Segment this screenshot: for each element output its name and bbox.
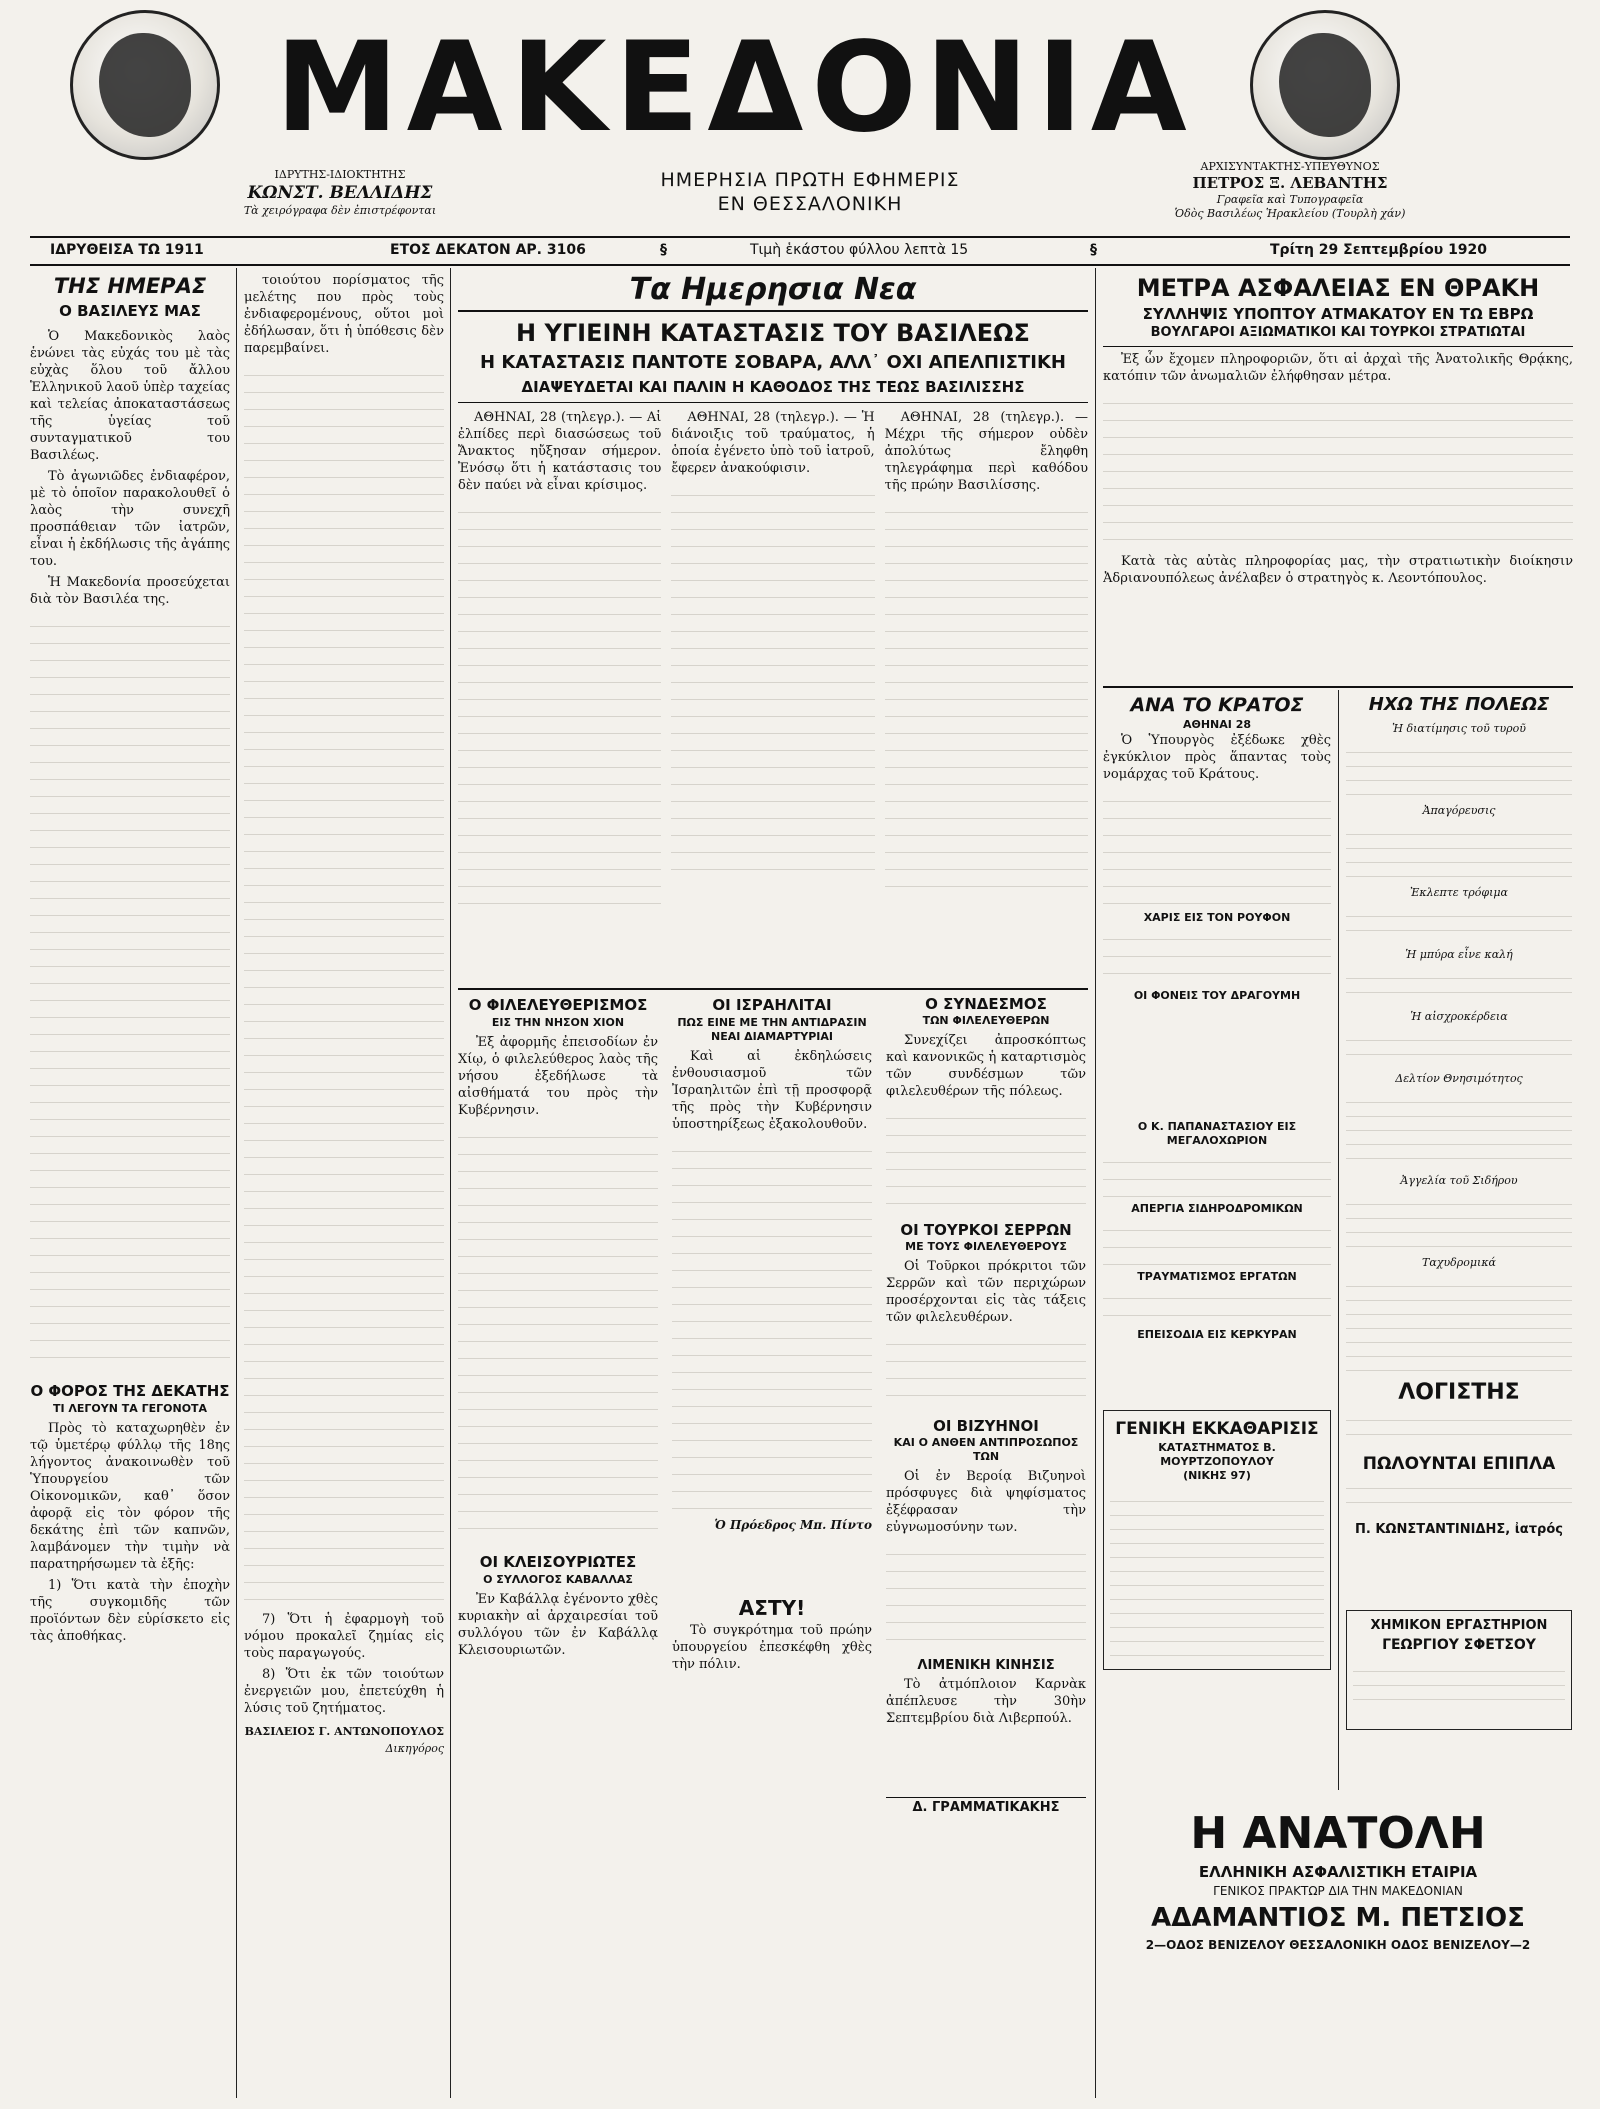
- echo-text-block: [1346, 1408, 1572, 1448]
- subhead-syllipsis: ΣΥΛΛΗΨΙΣ ΥΠΟΠΤΟΥ ΑΤΜΑΚΑΤΟΥ ΕΝ ΤΩ ΕΒΡΩ: [1142, 305, 1534, 323]
- echo-text-block: [1346, 1192, 1572, 1252]
- editor-name: ΠΕΤΡΟΣ Ξ. ΛΕΒΑΝΤΗΣ: [1192, 174, 1388, 192]
- echo-text-block: [1346, 1028, 1572, 1068]
- subhead-fileleftheron: ΤΩΝ ΦΙΛΕΛΕΥΘΕΡΩΝ: [922, 1014, 1050, 1027]
- ad-anatoli-insurance: [1103, 1800, 1573, 1980]
- echo-text-block: [1346, 740, 1572, 800]
- editor-note-2: Ὁδὸς Βασιλέως Ἡρακλείου (Τουρλὴ χάν): [1174, 207, 1406, 220]
- ana-to-kratos-column: [1103, 692, 1331, 1112]
- mid-center-paragraph: Καὶ αἱ ἐκδηλώσεις ἐνθουσιασμοῦ τῶν Ἰσραηλιτῶν ἐπὶ τῇ προσφορᾷ τῆς πρὸς τὴν Κυβέρνησιν ὑποστηρίξεως ἐξακολουθοῦν.: [672, 1049, 872, 1132]
- subhead-antidrasis: ΠΩΣ ΕΙΝΕ ΜΕ ΤΗΝ ΑΝΤΙΔΡΑΣΙΝ: [677, 1016, 867, 1029]
- mid-right-column: [886, 994, 1086, 2094]
- echo-item: Ἐκλεπτε τρόφιμα: [1410, 886, 1508, 899]
- mid-center-signature: Ὁ Πρόεδρος Μπ. Πίντο: [714, 1518, 872, 1532]
- mid-left-column: [458, 994, 658, 2094]
- headline-kerkyra: ΕΠΕΙΣΟΔΙΑ ΕΙΣ ΚΕΡΚΥΡΑΝ: [1137, 1328, 1297, 1341]
- founder-note: Τὰ χειρόγραφα δὲν ἐπιστρέφονται: [243, 204, 437, 217]
- echo-item: Δελτίον Θνησιμότητος: [1395, 1072, 1523, 1085]
- subhead-voulgaroi: ΒΟΥΛΓΑΡΟΙ ΑΞΙΩΜΑΤΙΚΟΙ ΚΑΙ ΤΟΥΡΚΟΙ ΣΤΡΑΤΙΩΤΑΙ: [1103, 324, 1573, 347]
- subhead-syllogos-kavallas: Ο ΣΥΛΛΟΓΟΣ ΚΑΒΑΛΛΑΣ: [483, 1573, 633, 1586]
- headline-israilitai: ΟΙ ΙΣΡΑΗΛΙΤΑΙ: [712, 996, 832, 1014]
- kratos-text-block: [1103, 1148, 1331, 1198]
- headline-vizyinoi: ΟΙ ΒΙΖΥΗΝΟΙ: [933, 1417, 1039, 1435]
- daily-news-block: [458, 270, 1088, 982]
- mid-left-paragraph: Ἐν Καβάλλᾳ ἐγένοντο χθὲς κυριακὴν αἱ ἀρχαιρεσίαι τοῦ συλλόγου τῶν ἐν Καβάλλᾳ Κλεισουριωτῶν.: [458, 1592, 658, 1658]
- thrace-news-block: [1103, 272, 1573, 682]
- mid-right-paragraph: Οἱ Τοῦρκοι πρόκριτοι τῶν Σερρῶν καὶ τῶν περιχώρων προσέρχονται εἰς τὰς τάξεις τῶν φιλελευθέρων.: [886, 1259, 1086, 1325]
- subhead-antiprosopos: ΚΑΙ Ο ΑΝΘΕΝ ΑΝΤΙΠΡΟΣΩΠΟΣ ΤΩΝ: [893, 1436, 1079, 1463]
- rubric-echo-poleos: ΗΧΩ ΤΗΣ ΠΟΛΕΩΣ: [1368, 694, 1550, 715]
- ad-chimikon-ergastirion: [1346, 1610, 1572, 1730]
- column-2: [244, 272, 444, 2092]
- ad-geniki-ekkatharisis: [1103, 1410, 1331, 1670]
- tagline-1: ΗΜΕΡΗΣΙΑ ΠΡΩΤΗ ΕΦΗΜΕΡΙΣ: [660, 169, 960, 191]
- headline-ygieini-katastasis: Η ΥΓΙΕΙΝΗ ΚΑΤΑΣΤΑΣΙΣ ΤΟΥ ΒΑΣΙΛΕΩΣ: [516, 319, 1030, 347]
- founder-label: ΙΔΡΥΤΗΣ-ΙΔΙΟΚΤΗΤΗΣ: [274, 168, 406, 181]
- left-coin-emblem: [70, 10, 220, 160]
- headline-papanastasiou: Ο Κ. ΠΑΠΑΝΑΣΤΑΣΙΟΥ ΕΙΣ ΜΕΓΑΛΟΧΩΡΙΟΝ: [1137, 1120, 1297, 1147]
- col1-paragraph: 1) Ὅτι κατὰ τὴν ἐποχὴν τῆς συγκομιδῆς τῶν προϊόντων δὲν εὑρίσκετο εἰς τὰς ἀποθήκας.: [30, 1578, 230, 1644]
- kratos-text-block: [1103, 1216, 1331, 1266]
- echo-text-block: [1346, 822, 1572, 882]
- dateline-athens: ΑΘΗΝΑΙ 28: [1182, 718, 1252, 731]
- ad-konstantinidis: Π. ΚΩΝΣΤΑΝΤΙΝΙΔΗΣ, ἰατρός: [1355, 1522, 1563, 1537]
- col2-text-block: [244, 361, 444, 1611]
- mid-right-paragraph: Συνεχίζει ἀπροσκόπτως καὶ κανονικῶς ἡ καταρτισμὸς τῶν συνδέσμων τῶν φιλελευθέρων τῆς πόλεως.: [886, 1033, 1086, 1099]
- founder-name: ΚΩΝΣΤ. ΒΕΛΛΙΔΗΣ: [247, 183, 433, 203]
- rubric-imerisia-nea: Τα Ημερησια Νεα: [458, 270, 1088, 312]
- subhead-nisos-chios: ΕΙΣ ΤΗΝ ΝΗΣΟΝ ΧΙΟΝ: [491, 1016, 625, 1029]
- ad-b-title: ΧΗΜΙΚΟΝ ΕΡΓΑΣΤΗΡΙΟΝ: [1370, 1618, 1548, 1633]
- col1-paragraph: Ἡ Μακεδονία προσεύχεται διὰ τὸν Βασιλέα της.: [30, 575, 230, 607]
- rubric-ana-to-kratos: ΑΝΑ ΤΟ ΚΡΑΤΟΣ: [1130, 694, 1304, 716]
- editor-note-1: Γραφεῖα καὶ Τυπογραφεῖα: [1216, 193, 1364, 206]
- headline-kleisouriotes: ΟΙ ΚΛΕΙΣΟΥΡΙΩΤΕΣ: [479, 1553, 637, 1571]
- echo-item: Ἡ μπύρα εἶνε καλή: [1405, 948, 1513, 961]
- ad-polountai-epipla: ΠΩΛΟΥΝΤΑΙ ΕΠΙΠΛΑ: [1362, 1454, 1556, 1474]
- newspaper-title: ΜΑΚΕΔΟΝΙΑ: [275, 16, 1195, 160]
- col2-signoff: ΒΑΣΙΛΕΙΟΣ Γ. ΑΝΤΩΝΟΠΟΥΛΟΣ: [244, 1725, 444, 1738]
- headline-vasilefs: Ο ΒΑΣΙΛΕΥΣ ΜΑΣ: [59, 302, 201, 320]
- founded-line: ΙΔΡΥΘΕΙΣΑ ΤΩ 1911: [50, 242, 204, 258]
- ad-b-sub: ΓΕΩΡΓΙΟΥ ΣΦΕΤΣΟΥ: [1382, 1637, 1536, 1653]
- echo-item: Ταχυδρομικά: [1422, 1256, 1496, 1269]
- ad-c-title: Η ΑΝΑΤΟΛΗ: [1190, 1808, 1486, 1859]
- ad-a-sub2: (ΝΙΚΗΣ 97): [1183, 1469, 1251, 1482]
- echo-text-block: [1346, 904, 1572, 944]
- headline-syndesmos: Ο ΣΥΝΔΕΣΜΟΣ: [925, 995, 1047, 1013]
- subhead-me-fileleftherous: ΜΕ ΤΟΥΣ ΦΙΛΕΛΕΥΘΕΡΟΥΣ: [905, 1240, 1067, 1253]
- mid-center-column: [672, 994, 872, 2094]
- ad-a-text-block: [1110, 1489, 1324, 1659]
- section-mark-1: §: [660, 242, 667, 258]
- ad-logistis: ΛΟΓΙΣΤΗΣ: [1398, 1380, 1520, 1405]
- echo-item: Ἡ αἰσχροκέρδεια: [1410, 1010, 1508, 1023]
- echo-text-block: [1346, 1476, 1572, 1516]
- year-issue: ΕΤΟΣ ΔΕΚΑΤΟΝ ΑΡ. 3106: [390, 242, 586, 258]
- mid-center-paragraph: Τὸ συγκρότημα τοῦ πρώην ὑπουργείου ἐπεσκέφθη χθὲς τὴν πόλιν.: [672, 1623, 872, 1672]
- headline-apergia: ΑΠΕΡΓΙΑ ΣΙΔΗΡΟΔΡΟΜΙΚΩΝ: [1131, 1202, 1303, 1215]
- headline-fileleftherismos: Ο ΦΙΛΕΛΕΥΘΕΡΙΣΜΟΣ: [468, 996, 648, 1014]
- thrace-text-block: [1103, 389, 1573, 549]
- col2-signoff-role: Δικηγόρος: [385, 1742, 444, 1755]
- ad-a-sub: ΚΑΤΑΣΤΗΜΑΤΟΣ Β. ΜΟΥΡΤΖΟΠΟΥΛΟΥ: [1158, 1441, 1276, 1468]
- center-text-block: [671, 481, 874, 881]
- echo-item: Ἀπαγόρευσις: [1422, 804, 1496, 817]
- col1-paragraph: Πρὸς τὸ καταχωρηθὲν ἐν τῷ ὑμετέρῳ φύλλῳ τῆς 18ης λήγοντος ἀνακοινωθὲν τοῦ Ὑπουργείου τῶν Οἰκονομικῶν, καθ᾽ ὅσον ἀφορᾷ εἰς τὸν φόρον τῆς δεκάτης ἐπὶ τῶν καπνῶν, λαμβάνομεν τὴν τιμὴν νὰ παρατηρήσωμεν τὰ ἑξῆς:: [30, 1421, 230, 1572]
- col2-paragraph: 8) Ὅτι ἐκ τῶν τοιούτων ἐνεργειῶν μου, ἐπετεύχθη ἡ λύσις τοῦ ζητήματος.: [244, 1667, 444, 1716]
- dispatch-athens-2: ΑΘΗΝΑΙ, 28 (τηλεγρ.). — Ἡ διάνοιξις τοῦ τραύματος, ἡ ὁποία ἐγένετο ὑπὸ τοῦ ἰατροῦ, ἔφερεν ἀνακούφισιν.: [671, 410, 875, 476]
- kratos-text-block: [1103, 925, 1331, 985]
- headline-travmatismos: ΤΡΑΥΜΑΤΙΣΜΟΣ ΕΡΓΑΤΩΝ: [1137, 1270, 1297, 1283]
- ad-grammatikakis: Δ. ΓΡΑΜΜΑΤΙΚΑΚΗΣ: [886, 1797, 1086, 1818]
- headline-charis-roufon: ΧΑΡΙΣ ΕΙΣ ΤΟΝ ΡΟΥΦΟΝ: [1143, 911, 1291, 924]
- issue-date: Τρίτη 29 Σεπτεμβρίου 1920: [1270, 242, 1488, 258]
- subhead-diapsevdetai: ΔΙΑΨΕΥΔΕΤΑΙ ΚΑΙ ΠΑΛΙΝ Η ΚΑΘΟΔΟΣ ΤΗΣ ΤΕΩΣ ΒΑΣΙΛΙΣΣΗΣ: [458, 376, 1088, 403]
- col2-paragraph: 7) Ὅτι ἡ ἐφαρμογὴ τοῦ νόμου προκαλεῖ ζημίας εἰς τοὺς παραγωγούς.: [244, 1612, 444, 1661]
- ad-c-sub2: ΓΕΝΙΚΟΣ ΠΡΑΚΤΩΡ ΔΙΑ ΤΗΝ ΜΑΚΕΔΟΝΙΑΝ: [1213, 1884, 1463, 1898]
- mid-right-text-block: [886, 1330, 1086, 1410]
- center-text-block: [458, 498, 661, 918]
- right-coin-emblem: [1250, 10, 1400, 160]
- col1-paragraph: Τὸ ἀγωνιῶδες ἐνδιαφέρον, μὲ τὸ ὁποῖον παρακολουθεῖ ὁ λαὸς τὴν συνεχῆ προσπάθειαν τῶν ἰατρῶν, εἶναι ἡ ἐκδήλωσις τῆς ἀγάπης του.: [30, 469, 230, 569]
- echo-item: Ἀγγελία τοῦ Σιδήρου: [1400, 1174, 1518, 1187]
- headline-metra-asfaleias: ΜΕΤΡΑ ΑΣΦΑΛΕΙΑΣ ΕΝ ΘΡΑΚΗ: [1136, 274, 1540, 302]
- col1-paragraph: Ὁ Μακεδονικὸς λαὸς ἑνώνει τὰς εὐχάς του μὲ τὰς εὐχὰς ὅλου τοῦ ἄλλου Ἑλληνικοῦ λαοῦ ὑπὲρ ταχείας καὶ τελείας ἀποκαταστάσεως τῆς ὑγείας τοῦ συνταγματικοῦ του Βασιλέως.: [30, 329, 230, 463]
- ad-c-address: 2—ΟΔΟΣ ΒΕΝΙΖΕΛΟΥ ΘΕΣΣΑΛΟΝΙΚΗ ΟΔΟΣ ΒΕΝΙΖΕΛΟΥ—2: [1145, 1938, 1531, 1952]
- thrace-paragraph: Κατὰ τὰς αὐτὰς πληροφορίας μας, τὴν στρατιωτικὴν διοίκησιν Ἀδριανουπόλεως ἀνέλαβεν ὁ στρατηγὸς κ. Λεοντόπουλος.: [1103, 554, 1573, 586]
- editor-label: ΑΡΧΙΣΥΝΤΑΚΤΗΣ-ΥΠΕΥΘΥΝΟΣ: [1200, 160, 1380, 173]
- dispatch-athens-3: ΑΘΗΝΑΙ, 28 (τηλεγρ.). — Μέχρι τῆς σήμερον οὐδὲν ἀπολύτως ἔληφθη τηλεγράφημα περὶ καθόδου τῆς πρώην Βασιλίσσης.: [884, 410, 1088, 493]
- ad-b-text-block: [1353, 1659, 1565, 1709]
- mid-right-paragraph: Τὸ ἀτμόπλοιον Καρνὰκ ἀπέπλευσε τὴν 30ὴν Σεπτεμβρίου διὰ Λιβερπούλ.: [886, 1677, 1086, 1726]
- kratos-paragraph: Ὁ Ὑπουργὸς ἐξέδωκε χθὲς ἐγκύκλιον πρὸς ἅπαντας τοὺς νομάρχας τοῦ Κράτους.: [1103, 733, 1331, 782]
- subhead-diamartyriai: ΝΕΑΙ ΔΙΑΜΑΡΤΥΡΙΑΙ: [710, 1030, 834, 1043]
- price-line: Τιμὴ ἑκάστου φύλλου λεπτὰ 15: [750, 242, 969, 258]
- ad-c-sub1: ΕΛΛΗΝΙΚΗ ΑΣΦΑΛΙΣΤΙΚΗ ΕΤΑΙΡΙΑ: [1198, 1863, 1478, 1881]
- kratos-text-block: [1103, 787, 1331, 907]
- headline-limeniki-kinisis: ΛΙΜΕΝΙΚΗ ΚΙΝΗΣΙΣ: [917, 1658, 1055, 1673]
- mid-right-text-block: [886, 1104, 1086, 1214]
- ad-c-name: ΑΔΑΜΑΝΤΙΟΣ Μ. ΠΕΤΣΙΟΣ: [1151, 1903, 1525, 1933]
- mid-right-paragraph: Οἱ ἐν Βεροίᾳ Βιζυηνοὶ πρόσφυγες διὰ ψηφίσματος ἐξέφρασαν τὴν εὐγνωμοσύνην των.: [886, 1469, 1086, 1535]
- kratos-text-block: [1103, 1284, 1331, 1324]
- column-1: [30, 272, 230, 2092]
- subhead-gegonota: ΤΙ ΛΕΓΟΥΝ ΤΑ ΓΕΓΟΝΟΤΑ: [52, 1402, 208, 1415]
- echo-item: Ἡ διατίμησις τοῦ τυροῦ: [1392, 722, 1526, 735]
- mid-left-text-block: [458, 1123, 658, 1543]
- headline-foros-dekatis: Ο ΦΟΡΟΣ ΤΗΣ ΔΕΚΑΤΗΣ: [30, 1382, 230, 1400]
- mid-right-text-block: [886, 1540, 1086, 1650]
- rubric-tis-imeras: ΤΗΣ ΗΜΕΡΑΣ: [53, 274, 207, 298]
- mid-left-paragraph: Ἐξ ἀφορμῆς ἐπεισοδίων ἐν Χίῳ, ὁ φιλελεύθερος λαὸς τῆς νήσου ἐξεδήλωσε τὰ αἰσθήματά του πρὸς τὴν Κυβέρνησιν.: [458, 1035, 658, 1118]
- echo-text-block: [1346, 966, 1572, 1006]
- ana-to-kratos-lower: [1103, 1120, 1331, 1400]
- center-text-block: [885, 498, 1088, 898]
- dispatch-athens-1: ΑΘΗΝΑΙ, 28 (τηλεγρ.). — Αἱ ἐλπίδες περὶ διασώσεως τοῦ Ἄνακτος ηὔξησαν σήμερον. Ἐνόσῳ ὅτι ἡ κατάστασις του δὲν παύει νὰ εἶναι κρίσιμος.: [458, 410, 662, 493]
- subhead-sovara: Η ΚΑΤΑΣΤΑΣΙΣ ΠΑΝΤΟΤΕ ΣΟΒΑΡΑ, ΑΛΛ᾽ ΟΧΙ ΑΠΕΛΠΙΣΤΙΚΗ: [480, 352, 1066, 373]
- echo-text-block: [1346, 1274, 1572, 1374]
- echo-text-block: [1346, 1090, 1572, 1170]
- headline-foneis-dragoumi: ΟΙ ΦΟΝΕΙΣ ΤΟΥ ΔΡΑΓΟΥΜΗ: [1133, 989, 1301, 1002]
- section-mark-2: §: [1090, 242, 1097, 258]
- ad-a-title: ΓΕΝΙΚΗ ΕΚΚΑΘΑΡΙΣΙΣ: [1115, 1419, 1319, 1439]
- mid-center-text-block: [672, 1137, 872, 1517]
- tagline-2: ΕΝ ΘΕΣΣΑΛΟΝΙΚΗ: [717, 193, 903, 215]
- headline-tourkoi-serron: ΟΙ ΤΟΥΡΚΟΙ ΣΕΡΡΩΝ: [900, 1221, 1072, 1239]
- thrace-paragraph: Ἐξ ὧν ἔχομεν πληροφοριῶν, ὅτι αἱ ἀρχαὶ τῆς Ἀνατολικῆς Θρᾴκης, κατόπιν τῶν ἀνωμαλιῶν ἐλήφθησαν μέτρα.: [1103, 352, 1573, 384]
- col2-paragraph: τοιούτου πορίσματος τῆς μελέτης που πρὸς τοὺς ἐνδιαφερομένους, οὕτοι μοὶ ἐδήλωσαν, ὅτι ἡ ὑπόθεσις δὲν παρεμβαίνει.: [244, 273, 444, 356]
- headline-asty: ΑΣΤΥ!: [738, 1596, 806, 1620]
- col1-text-block: [30, 612, 230, 1372]
